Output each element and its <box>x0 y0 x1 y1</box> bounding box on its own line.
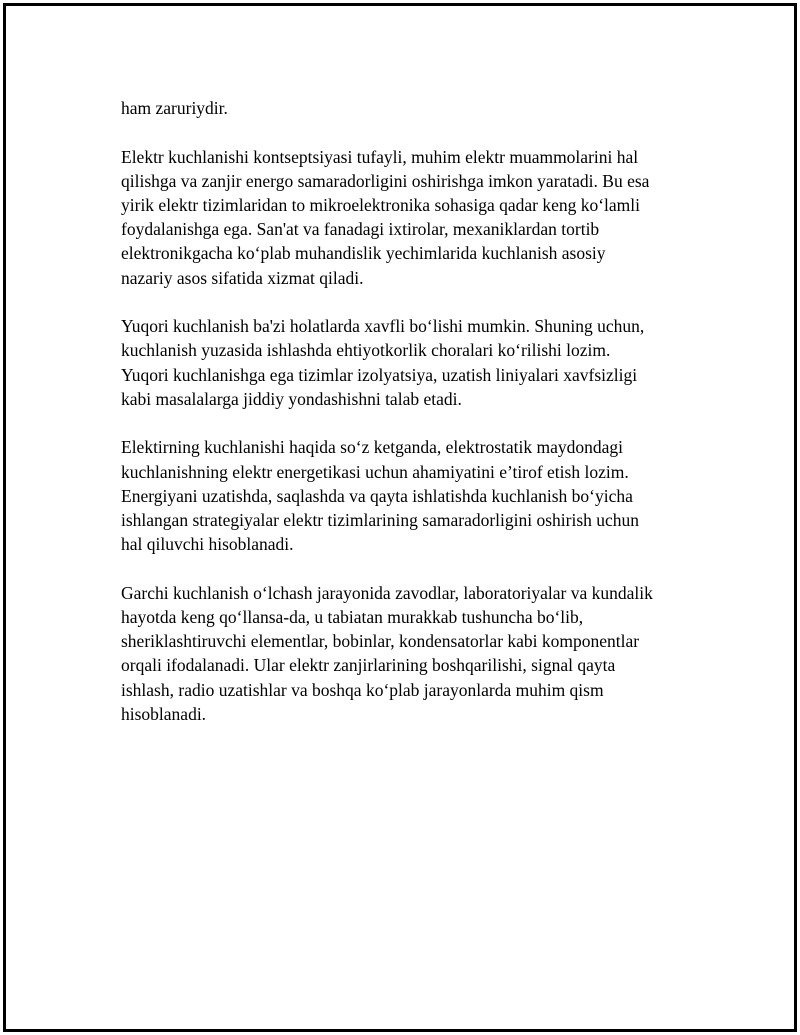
paragraph-5: Garchi kuchlanish o‘lchash jarayonida zavodlar, laboratoriyalar va kundalik hayotda keng qo‘llansa-da, u tabiatan murakkab tushuncha bo‘lib, sheriklashtiruvchi elementlar, bobinlar, kondensatorlar kabi komponentlar orqali ifodalanadi. Ular elektr zanjirlarining boshqarilishi, signal qayta ishlash, radio uzatishlar va boshqa ko‘plab jarayonlarda muhim qism hisoblanadi. <box>121 582 653 724</box>
document-body <box>121 96 701 726</box>
paragraph-3: Yuqori kuchlanish ba'zi holatlarda xavfli bo‘lishi mumkin. Shuning uchun, kuchlanish yuzasida ishlashda ehtiyotkorlik choralari ko‘rilishi lozim. Yuqori kuchlanishga ega tizimlar izolyatsiya, uzatish liniyalari xavfsizligi kabi masalalarga jiddiy yondashishni talab etadi. <box>121 316 645 409</box>
paragraph-4: Elektirning kuchlanishi haqida so‘z ketganda, elektrostatik maydondagi kuchlanishning elektr energetikasi uchun ahamiyatini e’tirof etish lozim. Energiyani uzatishda, saqlashda va qayta ishlatishda kuchlanish bo‘yicha ishlangan strategiyalar elektr tizimlarining samaradorligini oshirish uchun hal qiluvchi hisoblanadi. <box>121 437 640 555</box>
paragraph-2: Elektr kuchlanishi kontseptsiyasi tufayli, muhim elektr muammolarini hal qilishga va zanjir energo samaradorligini oshirishga imkon yaratadi. Bu esa yirik elektr tizimlaridan to mikroelektronika sohasiga qadar keng ko‘lamli foydalanishga ega. San'at va fanadagi ixtirolar, mexaniklardan tortib elektronikgacha ko‘plab muhandislik yechimlarida kuchlanish asosiy nazariy asos sifatida xizmat qiladi. <box>121 146 650 288</box>
paragraph-1: ham zaruriydir. <box>121 98 228 118</box>
page-frame <box>3 3 797 1032</box>
